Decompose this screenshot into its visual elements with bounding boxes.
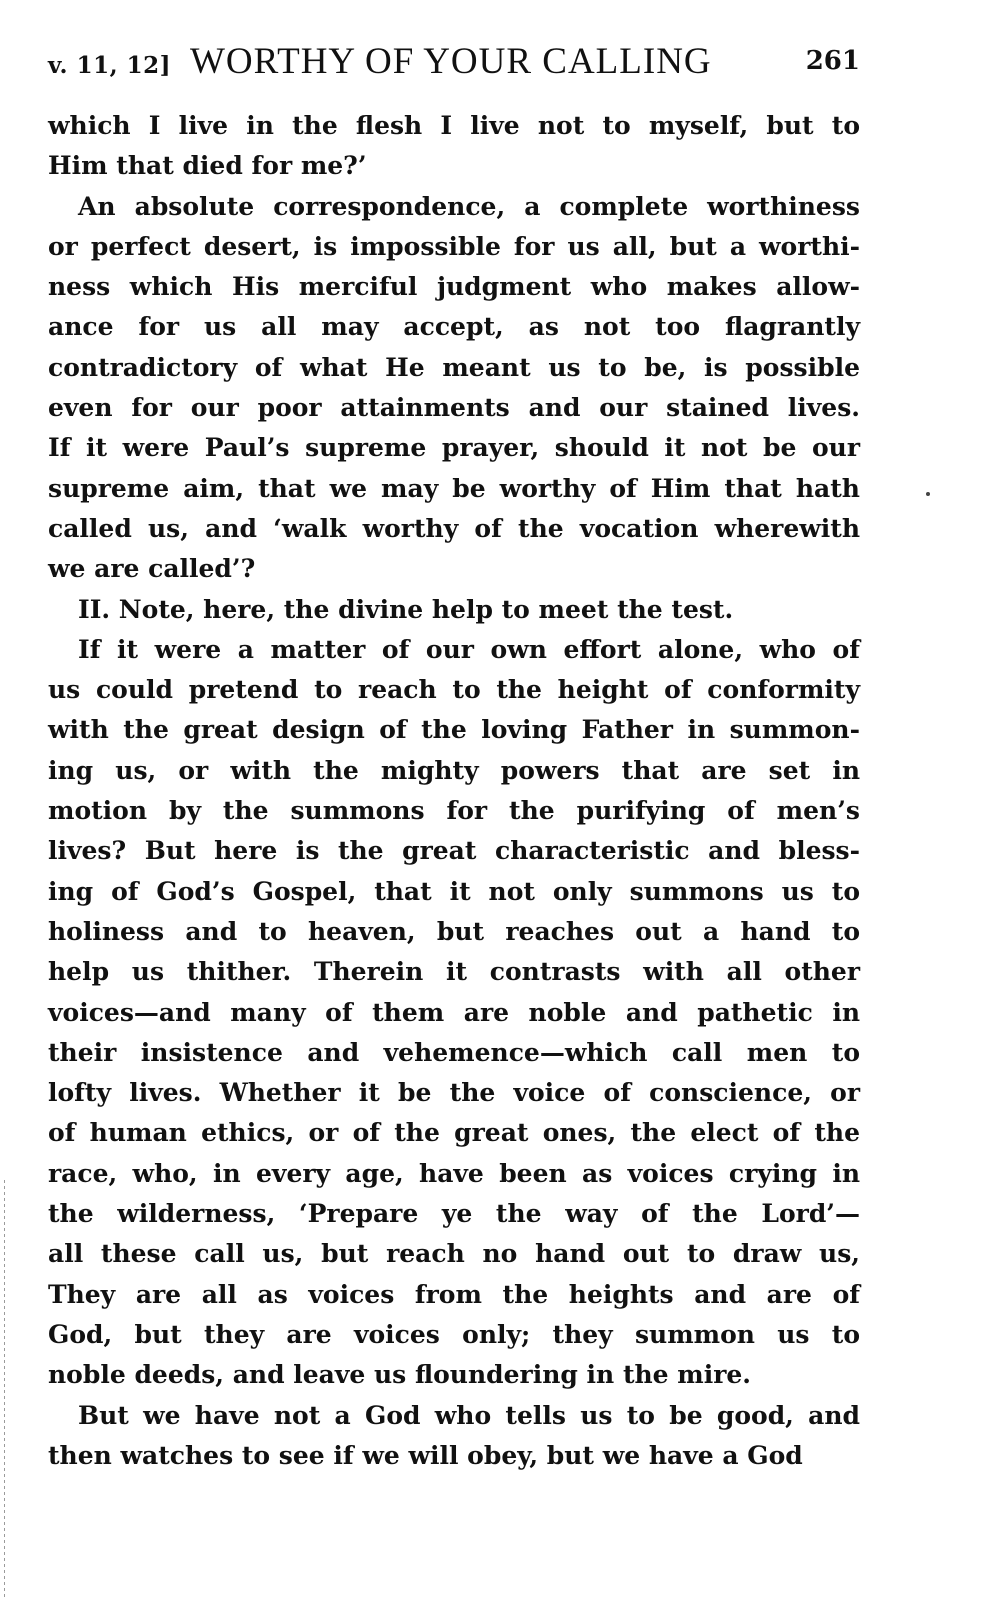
running-head (48, 38, 860, 88)
text-line: ing us, or with the mighty powers that are set in (48, 755, 860, 785)
text-line: which I live in the flesh I live not to myself, but to (48, 111, 860, 140)
text-line: contradictory of what He meant us to be, is possible (48, 352, 860, 382)
verse-reference: v. 11, 12] (48, 52, 171, 79)
paragraph (48, 1396, 860, 1477)
text-line: ness which His merciful judgment who makes allow- (48, 272, 860, 302)
text-line: supreme aim, that we may be worthy of Him that hath (48, 473, 860, 503)
paragraph (48, 187, 860, 590)
text-line: the wilderness, ‘Prepare ye the way of the Lord’— (48, 1199, 860, 1229)
scan-margin-mark (4, 1180, 5, 1600)
text-line: noble deeds, and leave us floundering in the mire. (48, 1360, 752, 1390)
text-line: Him that died for me?’ (48, 151, 367, 181)
text-line: motion by the summons for the purifying of men’s (48, 796, 860, 826)
paragraph (48, 590, 860, 630)
text-line: help us thither. Therein it contrasts with all other (48, 957, 860, 987)
scan-speck (926, 492, 930, 496)
book-page (48, 38, 860, 1476)
text-line: lofty lives. Whether it be the voice of conscience, or (48, 1078, 860, 1108)
text-line: with the great design of the loving Father in summon- (48, 715, 860, 745)
text-line: They are all as voices from the heights and are of (48, 1279, 860, 1309)
paragraph (48, 630, 860, 1396)
text-line: of human ethics, or of the great ones, the elect of the (48, 1118, 860, 1148)
text-line: lives? But here is the great characteristic and bless- (48, 836, 860, 866)
text-line: If it were a matter of our own effort alone, who of (78, 634, 860, 664)
text-line: or perfect desert, is impossible for us all, but a worthi- (48, 231, 860, 261)
text-line: But we have not a God who tells us to be good, and (78, 1400, 860, 1430)
text-line: ance for us all may accept, as not too flagrantly (48, 312, 860, 342)
text-line: then watches to see if we will obey, but we have a God (48, 1440, 803, 1470)
body-text (48, 106, 860, 1476)
text-line: If it were Paul’s supreme prayer, should it not be our (48, 433, 860, 463)
text-line: we are called’? (48, 554, 256, 584)
page-number: 261 (805, 46, 860, 76)
chapter-title: WORTHY OF YOUR CALLING (190, 41, 712, 82)
text-line: ing of God’s Gospel, that it not only summons us to (48, 876, 860, 906)
text-line: their insistence and vehemence—which call men to (48, 1037, 860, 1067)
text-line: all these call us, but reach no hand out to draw us, (48, 1239, 860, 1269)
text-line: II. Note, here, the divine help to meet the test. (78, 594, 734, 624)
text-line: An absolute correspondence, a complete worthiness (78, 191, 860, 221)
paragraph (48, 106, 860, 187)
text-line: God, but they are voices only; they summon us to (48, 1319, 860, 1349)
text-line: us could pretend to reach to the height of conformity (48, 675, 860, 705)
text-line: voices—and many of them are noble and pathetic in (48, 997, 860, 1027)
text-line: holiness and to heaven, but reaches out a hand to (48, 916, 860, 946)
text-line: called us, and ‘walk worthy of the vocation wherewith (48, 513, 860, 543)
text-line: race, who, in every age, have been as voices crying in (48, 1158, 860, 1188)
text-line: even for our poor attainments and our stained lives. (48, 393, 860, 423)
